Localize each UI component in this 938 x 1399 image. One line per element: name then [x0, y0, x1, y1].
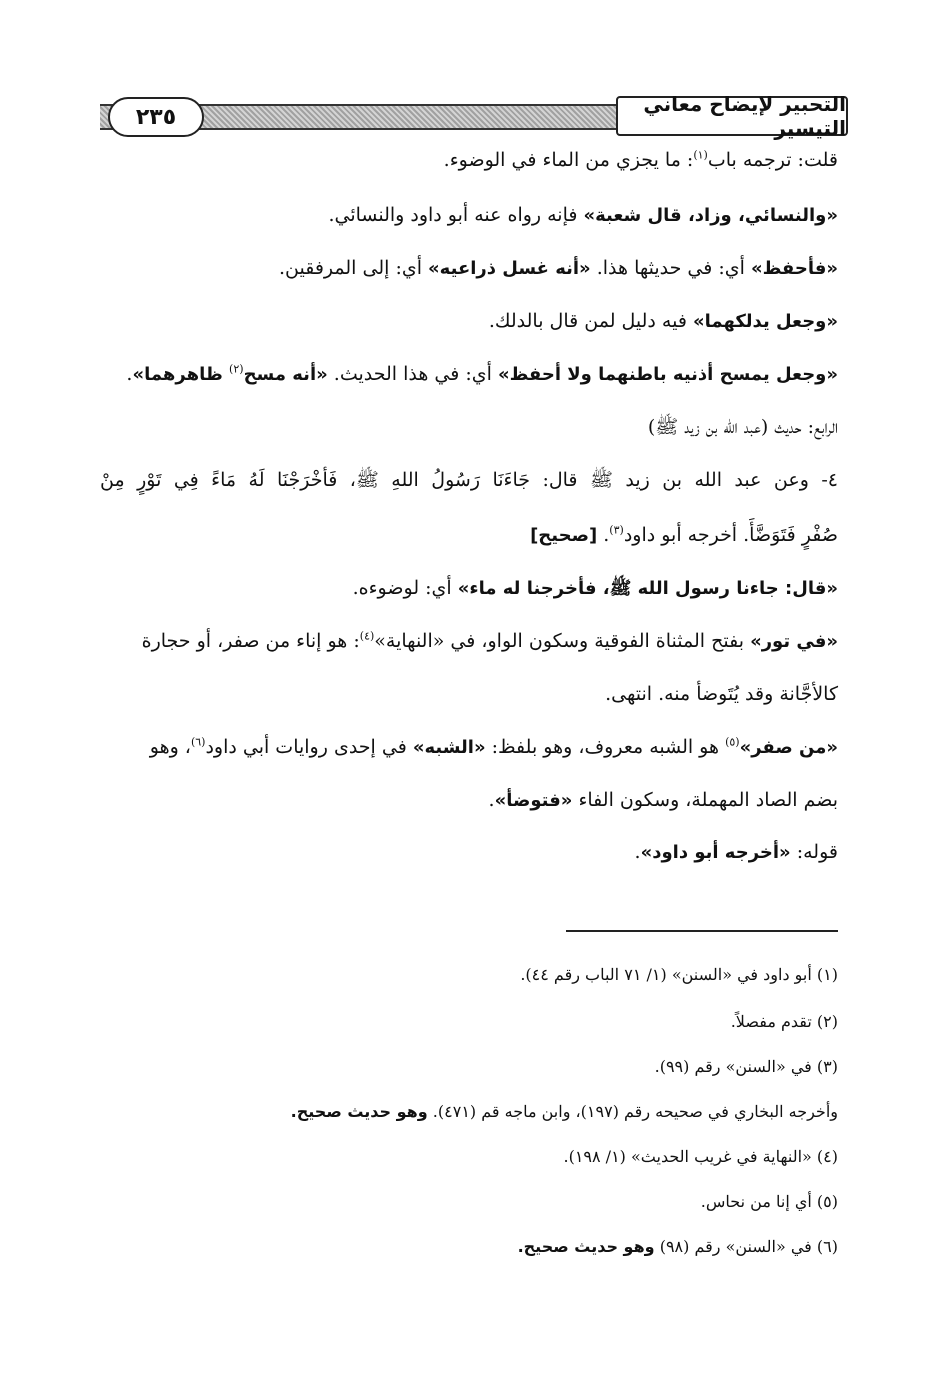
text-line-11: كالأجَّانة وقد يُتَوضأ منه. انتهى.	[605, 683, 838, 705]
footnote-4: (٤) «النهاية في غريب الحديث» (١/ ١٩٨).	[563, 1147, 838, 1166]
text-line-3: «فأحفظ» أي: في حديثها هذا. «أنه غسل ذراعيه» أي: إلى المرفقين.	[279, 257, 838, 279]
text-line-1: قلت: ترجمه باب$^{(١)}$: ما يجزي من الماء في الوضوء.	[443, 148, 838, 171]
footnote-3-continued: وأخرجه البخاري في صحيحه رقم (١٩٧)، وابن ماجه قم (٤٧١). وهو حديث صحيح.	[290, 1102, 838, 1121]
footnote-6: (٦) في «السنن» رقم (٩٨) وهو حديث صحيح.	[517, 1237, 838, 1256]
footnote-1: (١) أبو داود في «السنن» (١/ ٧١ الباب رقم ٤٤).	[520, 965, 838, 984]
book-title: التحبير لإيضاح معاني التيسير	[616, 96, 848, 136]
text-line-8: صُفْرٍ فَتَوَضَّأَ. أخرجه أبو داود$^{(٣)}$. [صحيح]	[530, 523, 838, 546]
page-number: ٢٣٥	[108, 97, 204, 137]
text-line-2: «والنسائي، وزاد، قال شعبة» فإنه رواه عنه أبو داود والنسائي.	[328, 204, 838, 226]
text-line-12: «من صفر»$^{(٥)}$ هو الشبه معروف، وهو بلفظ: «الشبه» في إحدى روايات أبي داود$^{(٦)}$، وهو	[149, 735, 838, 758]
text-line-7: ٤- وعن عبد الله بن زيد ﷺ قال: جَاءَنَا رَسُولُ اللهِ ﷺ، فَأَخْرَجْنَا لَهُ مَاءً فِي تَوْرٍ مِنْ	[100, 469, 838, 491]
text-line-6: الرابع: حديث (عبد الله بن زيد ﷺ)	[647, 416, 838, 438]
text-line-9: «قال: جاءنا رسول الله ﷺ، فأخرجنا له ماء» أي: لوضوءه.	[352, 577, 838, 599]
text-line-13: بضم الصاد المهملة، وسكون الفاء «فتوضأ».	[488, 789, 838, 811]
main-text	[100, 0, 838, 900]
text-line-10: «في تور» بفتح المثناة الفوقية وسكون الواو، في «النهاية»$^{(٤)}$: هو إناء من صفر، أو حجارة	[141, 629, 838, 652]
footnote-3: (٣) في «السنن» رقم (٩٩).	[654, 1057, 838, 1076]
text-line-14: قوله: «أخرجه أبو داود».	[634, 841, 838, 863]
text-line-5: «وجعل يمسح أذنيه باطنهما ولا أحفظ» أي: في هذا الحديث. «أنه مسح$^{(٢)}$ ظاهرهما».	[126, 362, 838, 385]
footnote-2: (٢) تقدم مفصلاً.	[730, 1012, 838, 1031]
text-line-4: «وجعل يدلكهما» فيه دليل لمن قال بالدلك.	[488, 310, 838, 332]
footnote-divider	[566, 930, 838, 932]
footnote-5: (٥) أي إنا من نحاس.	[700, 1192, 838, 1211]
